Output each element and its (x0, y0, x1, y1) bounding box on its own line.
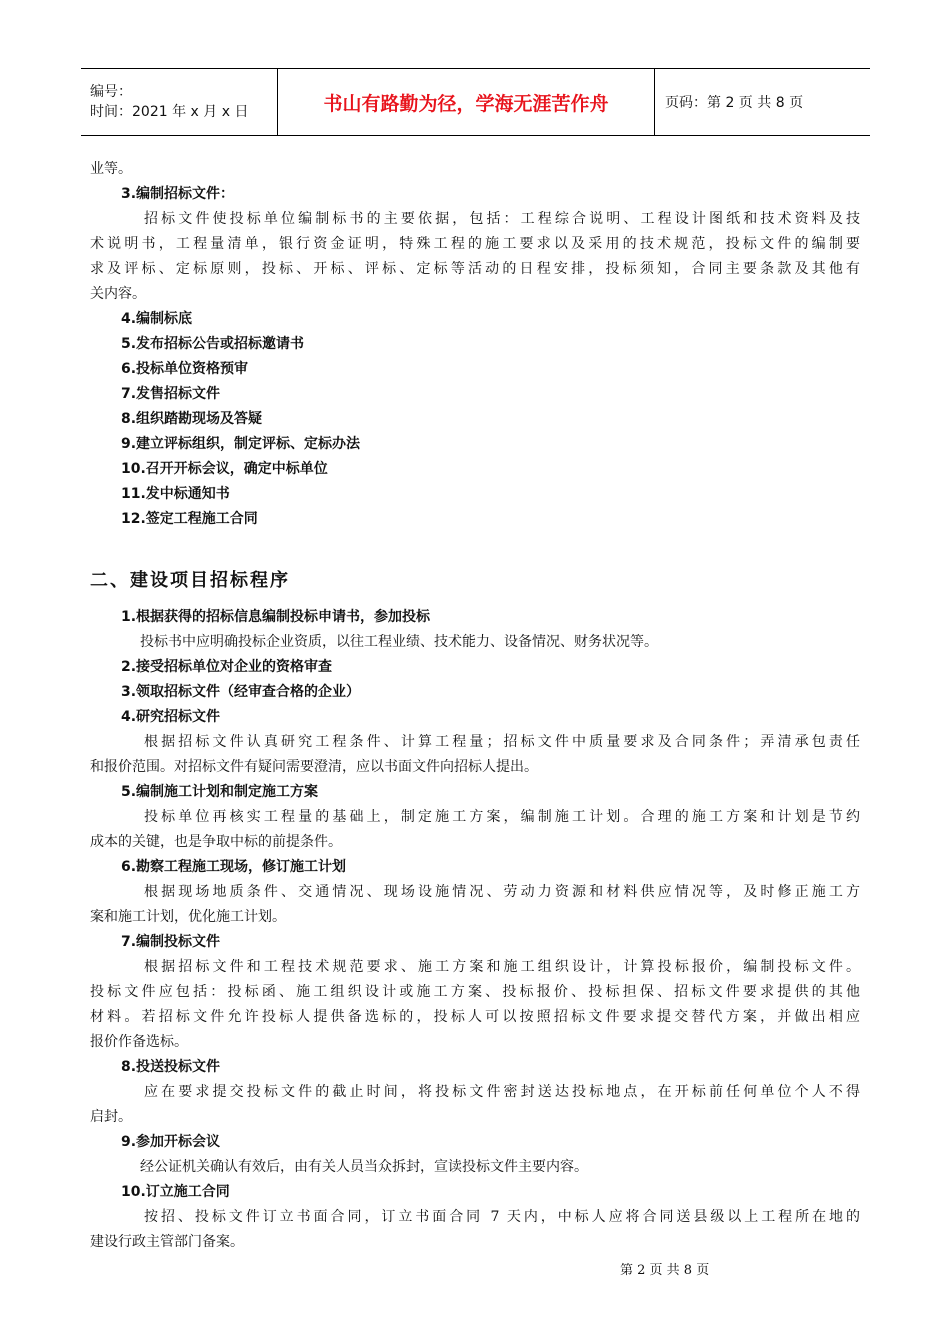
item-heading: 7.发售招标文件 (121, 386, 221, 402)
item-heading: 6.勘察工程施工现场，修订施工计划 (121, 859, 347, 875)
paragraph-line: 按招、投标文件订立书面合同，订立书面合同 7 天内，中标人应将合同送县级以上工程所在地的 (144, 1209, 860, 1225)
paragraph-line: 成本的关键，也是争取中标的前提条件。 (90, 834, 342, 850)
paragraph-line: 业等。 (90, 161, 132, 177)
item-heading: 3.编制招标文件： (121, 186, 235, 202)
paragraph-line: 投标文件应包括：投标函、施工组织设计或施工方案、投标报价、投标担保、招标文件要求提供的其他 (90, 984, 860, 1000)
item-heading: 12.签定工程施工合同 (121, 511, 258, 527)
header-meta (81, 69, 277, 135)
item-heading: 5.发布招标公告或招标邀请书 (121, 336, 305, 352)
item-heading: 8.组织踏勘现场及答疑 (121, 411, 263, 427)
header-motto: 书山有路勤为径，学海无涯苦作舟 (277, 69, 655, 135)
paragraph-line: 根据招标文件认真研究工程条件、计算工程量；招标文件中质量要求及合同条件；弄清承包责任 (144, 734, 860, 750)
doc-date-label: 时间：2021 年 x 月 x 日 (90, 104, 249, 120)
paragraph-line: 根据现场地质条件、交通情况、现场设施情况、劳动力资源和材料供应情况等，及时修正施工方 (144, 884, 860, 900)
paragraph-line: 和报价范围。对招标文件有疑问需要澄清，应以书面文件向招标人提出。 (90, 759, 538, 775)
item-heading: 1.根据获得的招标信息编制投标申请书，参加投标 (121, 609, 431, 625)
paragraph-line: 报价作备选标。 (90, 1034, 188, 1050)
item-heading: 10.订立施工合同 (121, 1184, 230, 1200)
paragraph-line: 启封。 (90, 1109, 132, 1125)
paragraph-line: 应在要求提交投标文件的截止时间，将投标文件密封送达投标地点，在开标前任何单位个人不得 (144, 1084, 860, 1100)
paragraph-line: 关内容。 (90, 286, 146, 302)
item-heading: 6.投标单位资格预审 (121, 361, 249, 377)
document-body (90, 157, 860, 1255)
item-heading: 4.编制标底 (121, 311, 193, 327)
paragraph-line: 根据招标文件和工程技术规范要求、施工方案和施工组织设计，计算投标报价，编制投标文件。 (144, 959, 860, 975)
item-heading: 3.领取招标文件（经审查合格的企业） (121, 684, 361, 700)
item-heading: 5.编制施工计划和制定施工方案 (121, 784, 319, 800)
doc-code-label: 编号： (90, 84, 132, 100)
paragraph-line: 术说明书，工程量清单，银行资金证明，特殊工程的施工要求以及采用的技术规范，投标文件的编制要 (90, 236, 860, 252)
paragraph-line: 投标单位再核实工程量的基础上，制定施工方案，编制施工计划。合理的施工方案和计划是节约 (144, 809, 860, 825)
section-heading: 二、建设项目招标程序 (90, 570, 290, 591)
paragraph-line: 建设行政主管部门备案。 (90, 1234, 244, 1250)
paragraph-line: 求及评标、定标原则，投标、开标、评标、定标等活动的日程安排，投标须知，合同主要条款及其他有 (90, 261, 860, 277)
paragraph-line: 案和施工计划，优化施工计划。 (90, 909, 286, 925)
paragraph-line: 投标书中应明确投标企业资质，以往工程业绩、技术能力、设备情况、财务状况等。 (140, 634, 658, 650)
paragraph-line: 材料。若招标文件允许投标人提供备选标的，投标人可以按照招标文件要求提交替代方案，并做出相应 (90, 1009, 860, 1025)
page-header (81, 68, 870, 136)
paragraph-line: 招标文件使投标单位编制标书的主要依据，包括：工程综合说明、工程设计图纸和技术资料及技 (144, 211, 860, 227)
item-heading: 11.发中标通知书 (121, 486, 230, 502)
paragraph-line: 经公证机关确认有效后，由有关人员当众拆封，宣读投标文件主要内容。 (140, 1159, 588, 1175)
item-heading: 9.建立评标组织，制定评标、定标办法 (121, 436, 361, 452)
item-heading: 2.接受招标单位对企业的资格审查 (121, 659, 333, 675)
footer-page-number: 第 2 页 共 8 页 (620, 1263, 710, 1278)
item-heading: 10.召开开标会议，确定中标单位 (121, 461, 328, 477)
item-heading: 4.研究招标文件 (121, 709, 221, 725)
item-heading: 8.投送投标文件 (121, 1059, 221, 1075)
item-heading: 9.参加开标会议 (121, 1134, 221, 1150)
item-heading: 7.编制投标文件 (121, 934, 221, 950)
header-page-number: 页码：第 2 页 共 8 页 (665, 95, 804, 111)
